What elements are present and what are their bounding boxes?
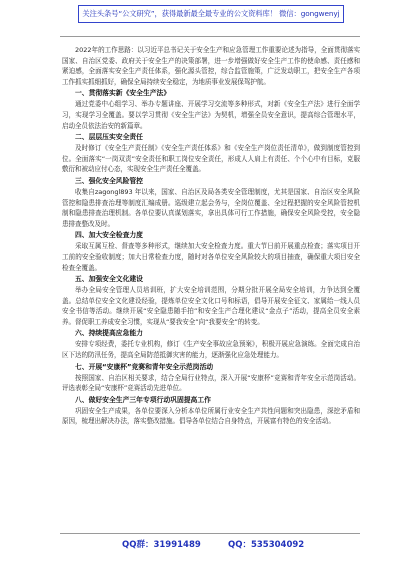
section-heading: 二、层层压实安全责任: [75, 133, 143, 142]
body-paragraph: 及时修订《安全生产责任制》《安全生产责任体系》和《安全生产岗位责任清单》，做到制度管控到位。全面落实“一岗双责”安全责任和职工岗位安全责任，形成人人肩上有责任、个个心中有目标，克服敷衍和被动应付心态，实现安全生产责任全覆盖。: [62, 144, 360, 174]
body-paragraph: 2022年的工作思路：以习近平总书记关于安全生产和应急管理工作重要论述为指导，全面贯彻落实国家、自治区党委、政府关于安全生产的决策部署，进一步增强做好安全生产工作的使命感、责任感和紧迫感，全面落实安全生产责任体系，强化源头管控，综合监管施策，广泛发动职工，把安全生产各项工作抓实抓细抓好，确保全局持续安全稳定，为地质事业发展保驾护航。: [62, 46, 360, 86]
section-heading: 五、加强安全文化建设: [75, 275, 143, 284]
qq-number-text: QQ：535304092: [228, 540, 305, 550]
body-paragraph: 安排专项经费，委托专业机构，修订《生产安全事故应急预案》，积极开展应急演练。全面完成自治区下达的防汛任务，提高全局防范抵御灾害的能力，逐渐强化应急处理能力。: [62, 340, 360, 360]
body-paragraph: 巩固安全生产成果，各单位要深入分析本单位所属行业安全生产共性问题和突出隐患，深挖矛盾和原因，梳理出解决办法，落实整改措施。倡导各单位结合自身特点，开展富有特色的安全活动。: [62, 406, 360, 426]
qq-group-text: QQ群：31991489: [122, 540, 201, 550]
body-paragraph: 举办全局安全管理人员培训班，扩大安全培训范围，分期分批开展全局安全培训，力争达到全覆盖。总结单位安全文化建设经验，提炼单位安全文化口号和标语，倡导开展安全征文、家属给一线人员安全书信等活动。继续开展“安全隐患随手拍”和安全生产合理化建议“金点子”活动，提高全员安全素养。督促职工养成安全习惯，实现从“要我安全”向“我要安全”的转变。: [62, 286, 360, 326]
section-heading: 四、加大安全检查力度: [75, 231, 143, 240]
header-divider: [60, 36, 360, 37]
body-paragraph: 采取互属互检、督查等多种形式，继续加大安全检查力度。重大节日前开展重点检查；落实项目开工前的安全验收制度；加大日常检查力度，随时对各单位安全风险较大的项目抽查，确保重大项目安全检查全覆盖。: [62, 242, 360, 272]
section-heading: 一、贯彻落实新《安全生产法》: [75, 89, 171, 98]
section-heading: 六、持续提高应急能力: [75, 329, 143, 338]
document-body: [62, 45, 360, 529]
footer: [0, 538, 408, 552]
promo-banner: 关注头条号“公文研究”，获得最新最全最专业的公文资料库！ 微信：gongwenyj: [78, 5, 344, 23]
section-heading: 八、做好安全生产三年专项行动巩固提高工作: [75, 395, 211, 404]
footer-divider: [60, 533, 360, 534]
section-heading: 三、强化安全风险管控: [75, 176, 143, 185]
section-heading: 七、开展“安康杯”竞赛和青年安全示范岗活动: [75, 362, 214, 371]
body-paragraph: 收集自zagongl893 年以来，国家、自治区及局各类安全管理制度，尤其是国家、自治区安全风险管控和隐患排查治理等制度汇编成册。巡级建立起会务与，全岗位覆盖、全过程把握的安全风险管控机制和隐患排查治理机制。各单位要认真谋划落实，拿出具体可行工作措施，确保安全风险受控，安全隐患排查整改及时。: [62, 187, 360, 228]
body-paragraph: 通过党委中心组学习、举办专题讲座、开展学习交流等多种形式，对新《安全生产法》进行全面学习，实现学习全覆盖。要以学习贯彻《安全生产法》为契机，增强全员安全意识，提高综合管理水平，启动全员依法治安的新篇章。: [62, 100, 360, 130]
body-paragraph: 按照国家、自治区相关要求，结合全局行业特点，深入开展“安康杯”竞赛和青年安全示范岗活动。评选表彰全局“安康杯”竞赛活动先进单位。: [62, 373, 360, 393]
